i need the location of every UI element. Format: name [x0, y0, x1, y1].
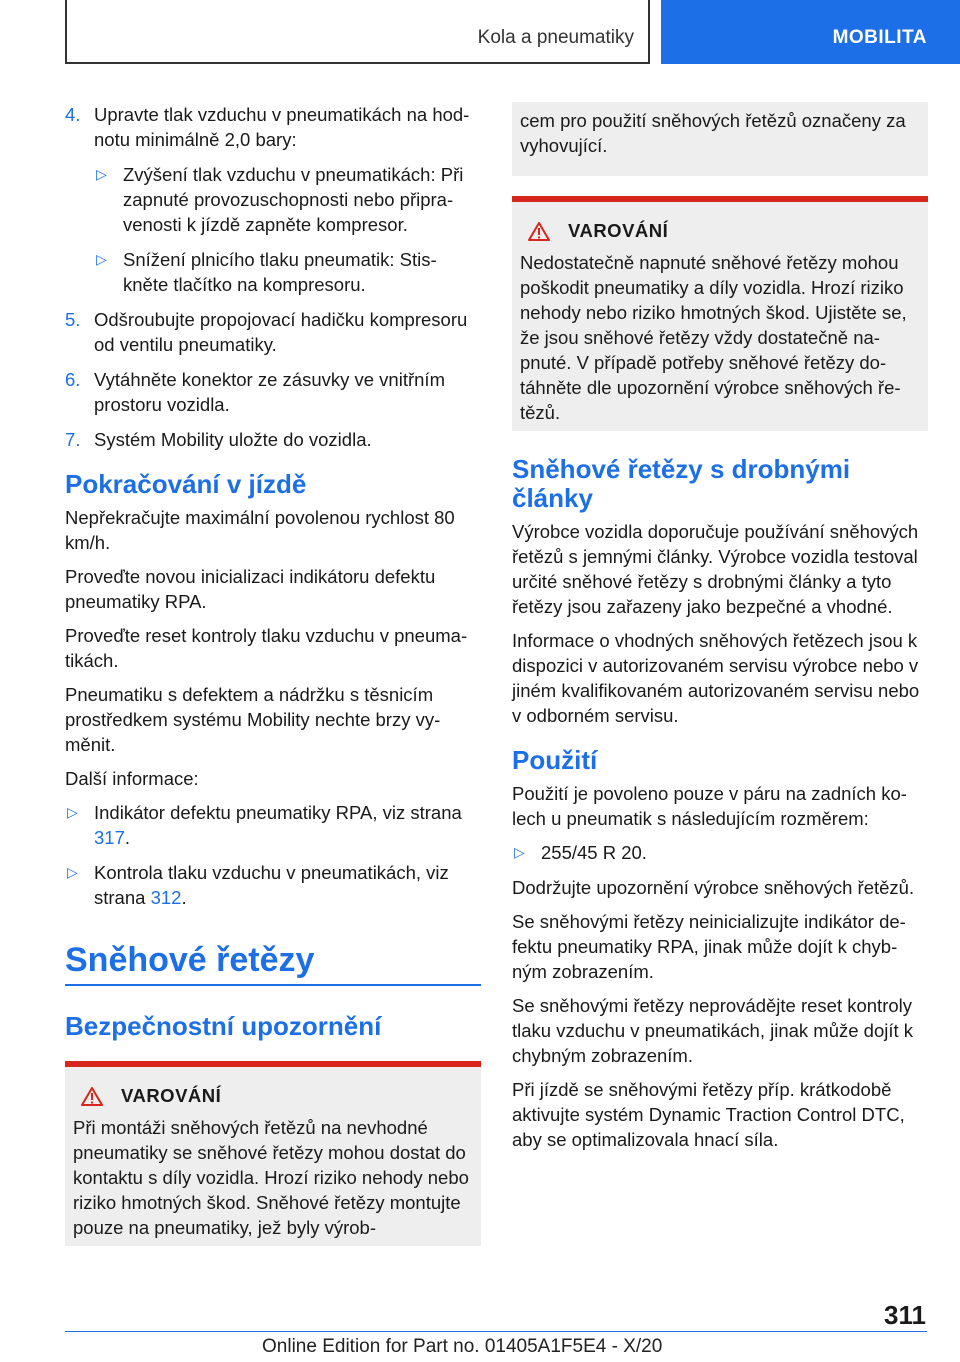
warning-triangle-icon [528, 222, 550, 241]
triangle-bullet-icon: ▷ [67, 864, 78, 880]
paragraph: Se sněhovými řetězy neinicializujte indikátor de-fektu pneumatiky RPA, jinak může dojít k chyb-ným zobrazením. [512, 911, 906, 982]
bullet-item [94, 162, 481, 237]
warning-title [520, 220, 920, 242]
step-text: Vytáhněte konektor ze zásuvky ve vnitřním prostoru vozidla. [94, 369, 445, 415]
header-chapter-label: MOBILITA [832, 27, 927, 48]
page-link-317[interactable]: 317 [94, 827, 125, 848]
page-link-312[interactable]: 312 [150, 887, 182, 908]
warning-triangle-icon [81, 1087, 103, 1106]
warning-box-continued [512, 102, 928, 176]
step-item [65, 367, 481, 417]
bullet-item [512, 840, 928, 865]
triangle-bullet-icon: ▷ [96, 251, 107, 267]
bullet-text: Snížení plnicího tlaku pneumatik: Stis-kněte tlačítko na kompresoru. [123, 249, 437, 295]
bullet-text: Kontrola tlaku vzduchu v pneumatikách, viz strana [94, 862, 449, 908]
step-text: Systém Mobility uložte do vozidla. [94, 429, 372, 450]
footer-divider [65, 1331, 927, 1332]
use-heading: Použití [512, 745, 598, 775]
page-header [0, 0, 960, 68]
header-chapter-tab[interactable] [661, 0, 960, 64]
left-column [65, 102, 481, 1246]
bullet-text: Zvýšení tlak vzduchu v pneumatikách: Při zapnuté provozuschopnosti nebo připra-venosti k jízdě zapněte kompresor. [123, 164, 464, 235]
edition-note: Online Edition for Part no. 01405A1F5E4 - X/20 [262, 1336, 663, 1357]
triangle-bullet-icon: ▷ [514, 844, 525, 860]
paragraph: Proveďte novou inicializaci indikátoru defektu pneumatiky RPA. [65, 566, 436, 612]
header-frame [65, 0, 650, 64]
warning-text: Nedostatečně napnuté sněhové řetězy mohou poškodit pneumatiky a díly vozidla. Hrozí riziko nehody nebo riziko hmotných škod. Ujistěte se, že jsou sněhové řetězy vždy dostatečně na-pnuté. V případě potřeby sněhové řetězy do-táhněte dle upozornění výrobce sněhových ře-tězů. [520, 252, 907, 423]
warning-box [512, 196, 928, 431]
page-number: 311 [884, 1300, 926, 1330]
paragraph: Se sněhovými řetězy neprovádějte reset kontroly tlaku vzduchu v pneumatikách, jinak může dojít k chybným zobrazením. [512, 995, 914, 1066]
step-text: Odšroubujte propojovací hadičku kompresoru od ventilu pneumatiky. [94, 309, 468, 355]
bullet-text: Indikátor defektu pneumatiky RPA, viz strana [94, 802, 462, 823]
paragraph: Informace o vhodných sněhových řetězech jsou k dispozici v autorizovaném servisu výrobce nebo v jiném kvalifikovaném autorizovaném servisu nebo v odborném servisu. [512, 630, 920, 726]
tire-size: 255/45 R 20. [541, 842, 647, 863]
triangle-bullet-icon: ▷ [96, 166, 107, 182]
paragraph: Použití je povoleno pouze v páru na zadních ko-lech u pneumatik s následujícím rozměrem: [512, 783, 907, 829]
step-text: Upravte tlak vzduchu v pneumatikách na hod-notu minimálně 2,0 bary: [94, 104, 470, 150]
bullet-item: ▷ Kontrola tlaku vzduchu v pneumatikách, viz strana 312. [67, 862, 449, 908]
paragraph: Další informace: [65, 768, 199, 789]
warning-label: VAROVÁNÍ [121, 1085, 222, 1106]
chapter-title: Sněhové řetězy [65, 940, 481, 986]
warning-label: VAROVÁNÍ [568, 220, 669, 241]
paragraph: Výrobce vozidla doporučuje používání sněhových řetězů s jemnými články. Výrobce vozidla testoval určité sněhové řetězy s drobnými články a tyto řetězy jsou zařazeny jako bezpečné a vhodné. [512, 521, 919, 617]
continue-heading: Pokračování v jízdě [65, 469, 307, 499]
safety-heading: Bezpečnostní upozornění [65, 1011, 382, 1041]
step-number: 4. [65, 104, 81, 125]
bullet-item: ▷ Indikátor defektu pneumatiky RPA, viz strana 317. [67, 802, 462, 848]
triangle-bullet-icon: ▷ [67, 804, 78, 820]
right-column [512, 102, 928, 1161]
paragraph: Pneumatiku s defektem a nádržku s těsnicím prostředkem systému Mobility nechte brzy vy-měnit. [65, 684, 441, 755]
paragraph: Dodržujte upozornění výrobce sněhových řetězů. [512, 877, 915, 898]
warning-text: cem pro použití sněhových řetězů označeny za vyhovující. [520, 110, 906, 156]
step-item [65, 427, 481, 452]
step-number: 7. [65, 429, 81, 450]
step-number: 6. [65, 369, 81, 390]
fine-chains-heading: Sněhové řetězy s drobnými články [512, 454, 851, 513]
paragraph: Při jízdě se sněhovými řetězy příp. krátkodobě aktivujte systém Dynamic Traction Control DTC, aby se optimalizovala hnací síla. [512, 1079, 905, 1150]
warning-title [73, 1085, 473, 1107]
header-section-title: Kola a pneumatiky [477, 27, 634, 48]
step-number: 5. [65, 309, 81, 330]
paragraph: Nepřekračujte maximální povolenou rychlost 80 km/h. [65, 507, 455, 553]
warning-box [65, 1061, 481, 1246]
warning-text: Při montáži sněhových řetězů na nevhodné pneumatiky se sněhové řetězy mohou dostat do kontaktu s díly vozidla. Hrozí riziko nehody nebo riziko hmotných škod. Sněhové řetězy montujte pouze na pneumatiky, jež byly výrob- [73, 1117, 469, 1238]
paragraph: Proveďte reset kontroly tlaku vzduchu v pneuma-tikách. [65, 625, 468, 671]
step-item [65, 307, 481, 357]
bullet-item [94, 247, 481, 297]
step-item [65, 102, 481, 152]
